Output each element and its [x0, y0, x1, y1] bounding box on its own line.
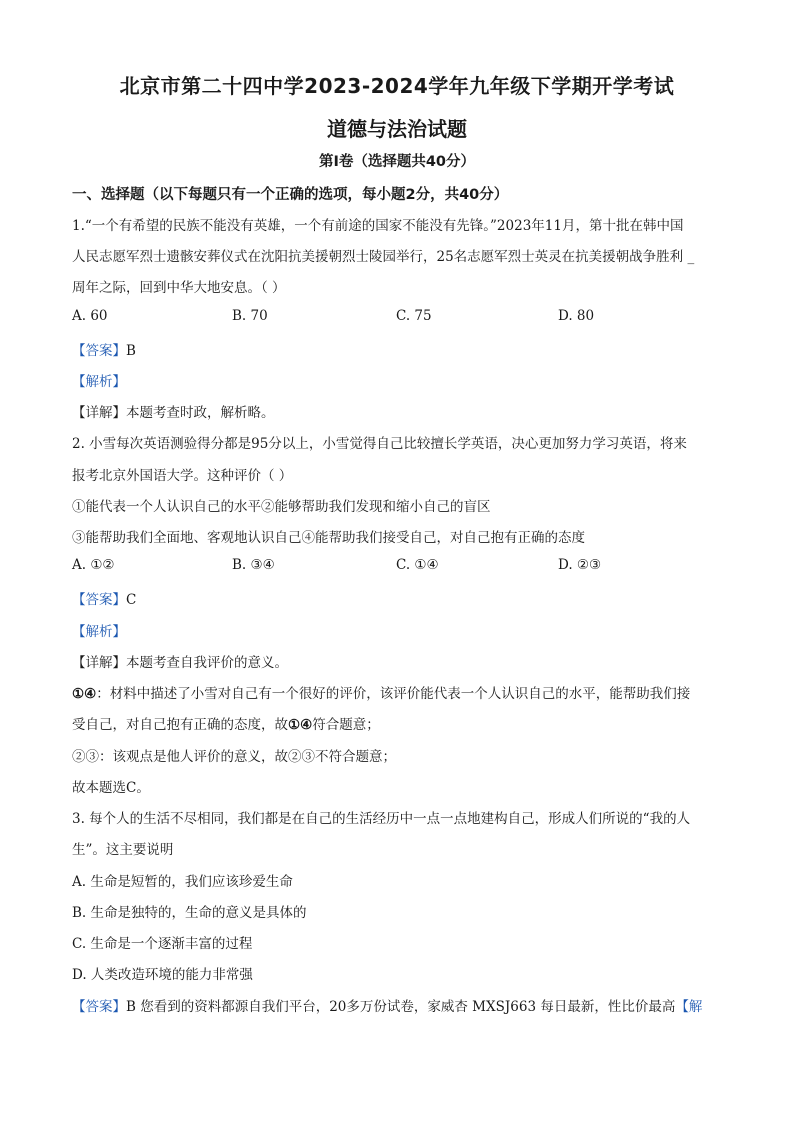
explanation-text: 符合题意；	[312, 717, 380, 733]
detail-tag: 【详解】	[72, 405, 126, 421]
explanation-lead: ①④	[72, 686, 97, 702]
q1-option-c: C. 75	[396, 308, 432, 324]
answer-tag: 【答案】	[72, 592, 126, 608]
detail-text: 本题考查时政，解析略。	[126, 405, 275, 421]
q2-answer	[72, 588, 732, 608]
answer-tag: 【答案】	[72, 343, 126, 359]
explanation-text: ：材料中描述了小雪对自己有一个很好的评价，该评价能代表一个人认识自己的水平，能帮助我们接	[96, 686, 691, 702]
q1-answer	[72, 339, 732, 359]
q1-stem-line3: 周年之际，回到中华大地安息。（ ）	[72, 280, 286, 296]
analysis-tag: 【解析】	[72, 624, 126, 640]
q2-statements-1: ①能代表一个人认识自己的水平②能够帮助我们发现和缩小自己的盲区	[72, 499, 491, 515]
q2-explanation-1b	[72, 713, 732, 733]
q3-stem-line2: 生”。这主要说明	[72, 842, 174, 858]
q3-answer	[72, 995, 732, 1015]
answer-value: B 您看到的资料都源自我们平台，20多万份试卷，家威杏 MXSJ663 每日最新，性比价最高	[126, 999, 676, 1015]
q2-option-a: A. ①②	[72, 557, 115, 573]
q2-stem-line2: 报考北京外国语大学。这种评价（ ）	[72, 468, 293, 484]
q2-analysis	[72, 620, 732, 640]
q2-detail	[72, 651, 732, 671]
q3-option-b: B. 生命是独特的，生命的意义是具体的	[72, 905, 307, 921]
detail-text: 本题考查自我评价的意义。	[126, 655, 288, 671]
explanation-text: 受自己，对自己抱有正确的态度，故	[72, 717, 288, 733]
q1-detail	[72, 401, 732, 421]
detail-tag: 【详解】	[72, 655, 126, 671]
q2-statements-2: ③能帮助我们全面地、客观地认识自己④能帮助我们接受自己，对自己抱有正确的态度	[72, 530, 585, 546]
section-heading: 一、选择题（以下每题只有一个正确的选项，每小题2分，共40分）	[72, 187, 509, 203]
volume-heading: 第Ⅰ卷（选择题共40分）	[318, 154, 476, 170]
q2-option-c: C. ①④	[396, 557, 439, 573]
q1-analysis	[72, 370, 732, 390]
exam-title: 北京市第二十四中学2023-2024学年九年级下学期开学考试	[119, 74, 675, 98]
q1-stem-line1: 1.“一个有希望的民族不能没有英雄，一个有前途的国家不能没有先锋。”2023年11月，第十批在韩中国	[72, 218, 684, 234]
q3-option-a: A. 生命是短暂的，我们应该珍爱生命	[72, 874, 293, 890]
q1-option-a: A. 60	[72, 308, 108, 324]
q1-option-d: D. 80	[558, 308, 595, 324]
q2-explanation-2: ②③：该观点是他人评价的意义，故②③不符合题意；	[72, 749, 396, 765]
analysis-tag: 【解析】	[72, 374, 126, 390]
q3-option-d: D. 人类改造环境的能力非常强	[72, 967, 253, 983]
q2-explanation-1	[72, 682, 732, 702]
answer-value: B	[126, 343, 136, 359]
answer-tag: 【答案】	[72, 999, 126, 1015]
q2-stem-line1: 2. 小雪每次英语测验得分都是95分以上，小雪觉得自己比较擅长学英语，决心更加努力学习英语，将来	[72, 436, 687, 452]
q1-option-b: B. 70	[232, 308, 268, 324]
analysis-tag: 【解	[675, 999, 703, 1015]
q3-stem-line1: 3. 每个人的生活不尽相同，我们都是在自己的生活经历中一点一点地建构自己，形成人们所说的“我的人	[72, 811, 691, 827]
explanation-lead: ①④	[288, 717, 313, 733]
answer-value: C	[126, 592, 137, 608]
q3-option-c: C. 生命是一个逐渐丰富的过程	[72, 936, 253, 952]
q2-option-d: D. ②③	[558, 557, 602, 573]
q2-conclusion: 故本题选C。	[72, 780, 150, 796]
subject-title: 道德与法治试题	[327, 117, 467, 141]
q1-stem-line2: 人民志愿军烈士遗骸安葬仪式在沈阳抗美援朝烈士陵园举行，25名志愿军烈士英灵在抗美援朝战争胜利 _	[72, 249, 695, 265]
q2-option-b: B. ③④	[232, 557, 275, 573]
